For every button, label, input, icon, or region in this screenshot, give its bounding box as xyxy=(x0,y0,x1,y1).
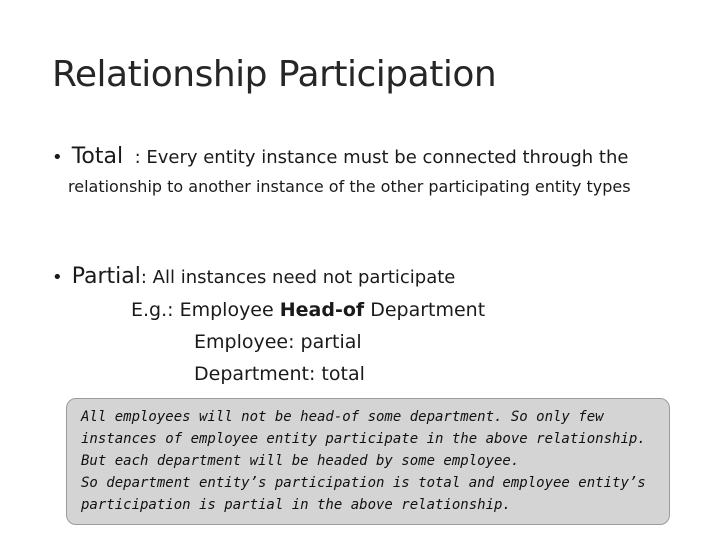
example-suffix: Department xyxy=(364,299,486,321)
example-employee: Employee: partial xyxy=(194,331,362,353)
term-total: Total xyxy=(71,144,124,169)
note-line: So department entity’s participation is total and employee entity’s xyxy=(81,475,646,491)
partial-definition: : All instances need not participate xyxy=(140,267,456,288)
note-line: But each department will be headed by some employee. xyxy=(81,453,520,469)
example-department: Department: total xyxy=(194,363,365,385)
term-separator: : xyxy=(123,147,147,168)
total-definition-continuation: relationship to another instance of the other participating entity types xyxy=(68,177,631,196)
example-line xyxy=(131,299,485,321)
total-definition-line1: Every entity instance must be connected through the xyxy=(146,147,629,168)
slide-title: Relationship Participation xyxy=(52,54,497,95)
example-relationship: Head-of xyxy=(279,299,365,321)
note-line: All employees will not be head-of some department. So only few xyxy=(81,409,604,425)
note-line: instances of employee entity participate in the above relationship. xyxy=(81,431,646,447)
bullet-total-head xyxy=(52,145,652,169)
bullet-dot: • xyxy=(52,267,63,288)
term-partial: Partial xyxy=(71,264,141,289)
bullet-dot: • xyxy=(52,147,63,168)
bullet-total xyxy=(52,144,652,196)
bullet-partial xyxy=(52,265,455,289)
explanation-note-box xyxy=(66,398,670,525)
example-prefix: E.g.: Employee xyxy=(131,299,280,321)
note-line: participation is partial in the above relationship. xyxy=(81,497,511,513)
